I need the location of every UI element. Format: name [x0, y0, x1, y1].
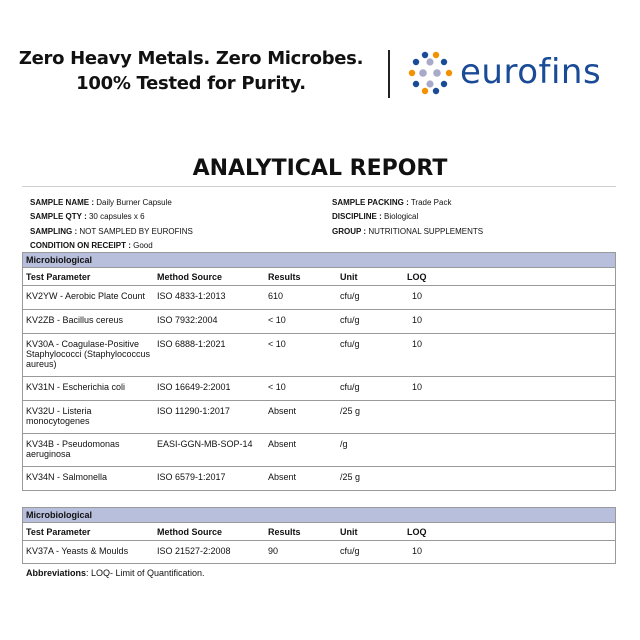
results-table-yeasts-moulds [22, 507, 616, 564]
column-header: Results [268, 272, 301, 282]
table-header-row [23, 268, 615, 286]
cell-method: ISO 11290-1:2017 [157, 406, 230, 416]
meta-condition [30, 241, 153, 251]
cell-parameter: KV37A - Yeasts & Moulds [26, 546, 129, 556]
table-row [23, 401, 615, 434]
table-row [23, 467, 615, 490]
meta-label: DISCIPLINE : [332, 212, 382, 221]
meta-sampling [30, 227, 193, 237]
cell-unit: cfu/g [340, 315, 360, 325]
meta-value: Daily Burner Capsule [96, 198, 172, 207]
cell-result: 90 [268, 546, 279, 556]
cell-loq: 10 [412, 291, 423, 301]
title-divider [22, 186, 616, 187]
meta-label: SAMPLING : [30, 227, 78, 236]
cell-method: ISO 6888-1:2021 [157, 339, 226, 349]
table-section-title: Microbiological [23, 253, 615, 268]
meta-label: SAMPLE QTY : [30, 212, 87, 221]
cell-loq: 10 [412, 546, 423, 556]
cell-unit: /g [340, 439, 348, 449]
meta-value: Trade Pack [410, 198, 452, 207]
cell-loq: 10 [412, 339, 423, 349]
column-header: Results [268, 527, 301, 537]
cell-loq: 10 [412, 315, 423, 325]
cell-parameter: KV2YW - Aerobic Plate Count [26, 291, 146, 301]
column-header: Test Parameter [26, 527, 91, 537]
cell-result: Absent [268, 439, 297, 449]
abbreviations-label: Abbreviations [26, 568, 87, 578]
cell-method: EASI-GGN-MB-SOP-14 [157, 439, 253, 449]
report-title: ANALYTICAL REPORT [192, 156, 448, 181]
meta-group [332, 227, 483, 237]
eurofins-logo-icon [408, 50, 454, 96]
column-header: Unit [340, 272, 358, 282]
column-header: Method Source [157, 527, 223, 537]
cell-result: Absent [268, 406, 297, 416]
meta-sample-name [30, 198, 172, 208]
cell-unit: /25 g [340, 472, 361, 482]
vertical-divider [388, 50, 390, 98]
cell-unit: cfu/g [340, 382, 360, 392]
eurofins-logo [408, 50, 638, 96]
column-header: LOQ [407, 272, 427, 282]
table-row [23, 377, 615, 401]
table-row [23, 334, 615, 377]
meta-value: 30 capsules x 6 [88, 212, 145, 221]
table-row [23, 310, 615, 334]
table-row [23, 434, 615, 467]
cell-unit: cfu/g [340, 291, 360, 301]
cell-method: ISO 21527-2:2008 [157, 546, 231, 556]
meta-sample-qty [30, 212, 145, 222]
cell-unit: /25 g [340, 406, 361, 416]
eurofins-wordmark: eurofins [460, 52, 602, 92]
cell-parameter: KV31N - Escherichia coli [26, 382, 126, 392]
cell-result: < 10 [268, 339, 286, 349]
meta-value: Good [133, 241, 153, 250]
meta-label: SAMPLE PACKING : [332, 198, 409, 207]
results-table-microbiological [22, 252, 616, 491]
cell-result: < 10 [268, 315, 286, 325]
table-row [23, 541, 615, 563]
column-header: Method Source [157, 272, 223, 282]
cell-parameter: KV2ZB - Bacillus cereus [26, 315, 124, 325]
cell-method: ISO 4833-1:2013 [157, 291, 226, 301]
headline-line-1: Zero Heavy Metals. Zero Microbes. [18, 48, 364, 69]
cell-parameter: KV34B - Pseudomonas aeruginosa [26, 439, 120, 459]
cell-parameter: KV30A - Coagulase-Positive Staphylococci (Staphylococcus aureus) [26, 339, 151, 369]
headline-line-2: 100% Tested for Purity. [76, 73, 306, 94]
table-row [23, 286, 615, 310]
meta-value: NOT SAMPLED BY EUROFINS [79, 227, 193, 236]
headline [10, 46, 372, 96]
cell-parameter: KV32U - Listeria monocytogenes [26, 406, 92, 426]
meta-label: GROUP : [332, 227, 367, 236]
cell-result: 610 [268, 291, 284, 301]
meta-value: NUTRITIONAL SUPPLEMENTS [368, 227, 484, 236]
cell-unit: cfu/g [340, 339, 360, 349]
meta-sample-packing [332, 198, 451, 208]
meta-discipline [332, 212, 418, 222]
abbreviations-text: : LOQ- Limit of Quantification. [86, 568, 205, 578]
column-header: LOQ [407, 527, 427, 537]
meta-label: CONDITION ON RECEIPT : [30, 241, 131, 250]
cell-unit: cfu/g [340, 546, 360, 556]
cell-method: ISO 7932:2004 [157, 315, 218, 325]
abbreviations-note [26, 568, 205, 579]
meta-value: Biological [384, 212, 419, 221]
table-header-row [23, 523, 615, 541]
cell-method: ISO 6579-1:2017 [157, 472, 226, 482]
table-section-title: Microbiological [23, 508, 615, 523]
column-header: Test Parameter [26, 272, 91, 282]
cell-method: ISO 16649-2:2001 [157, 382, 231, 392]
cell-result: < 10 [268, 382, 286, 392]
cell-result: Absent [268, 472, 297, 482]
cell-loq: 10 [412, 382, 423, 392]
column-header: Unit [340, 527, 358, 537]
meta-label: SAMPLE NAME : [30, 198, 94, 207]
cell-parameter: KV34N - Salmonella [26, 472, 108, 482]
